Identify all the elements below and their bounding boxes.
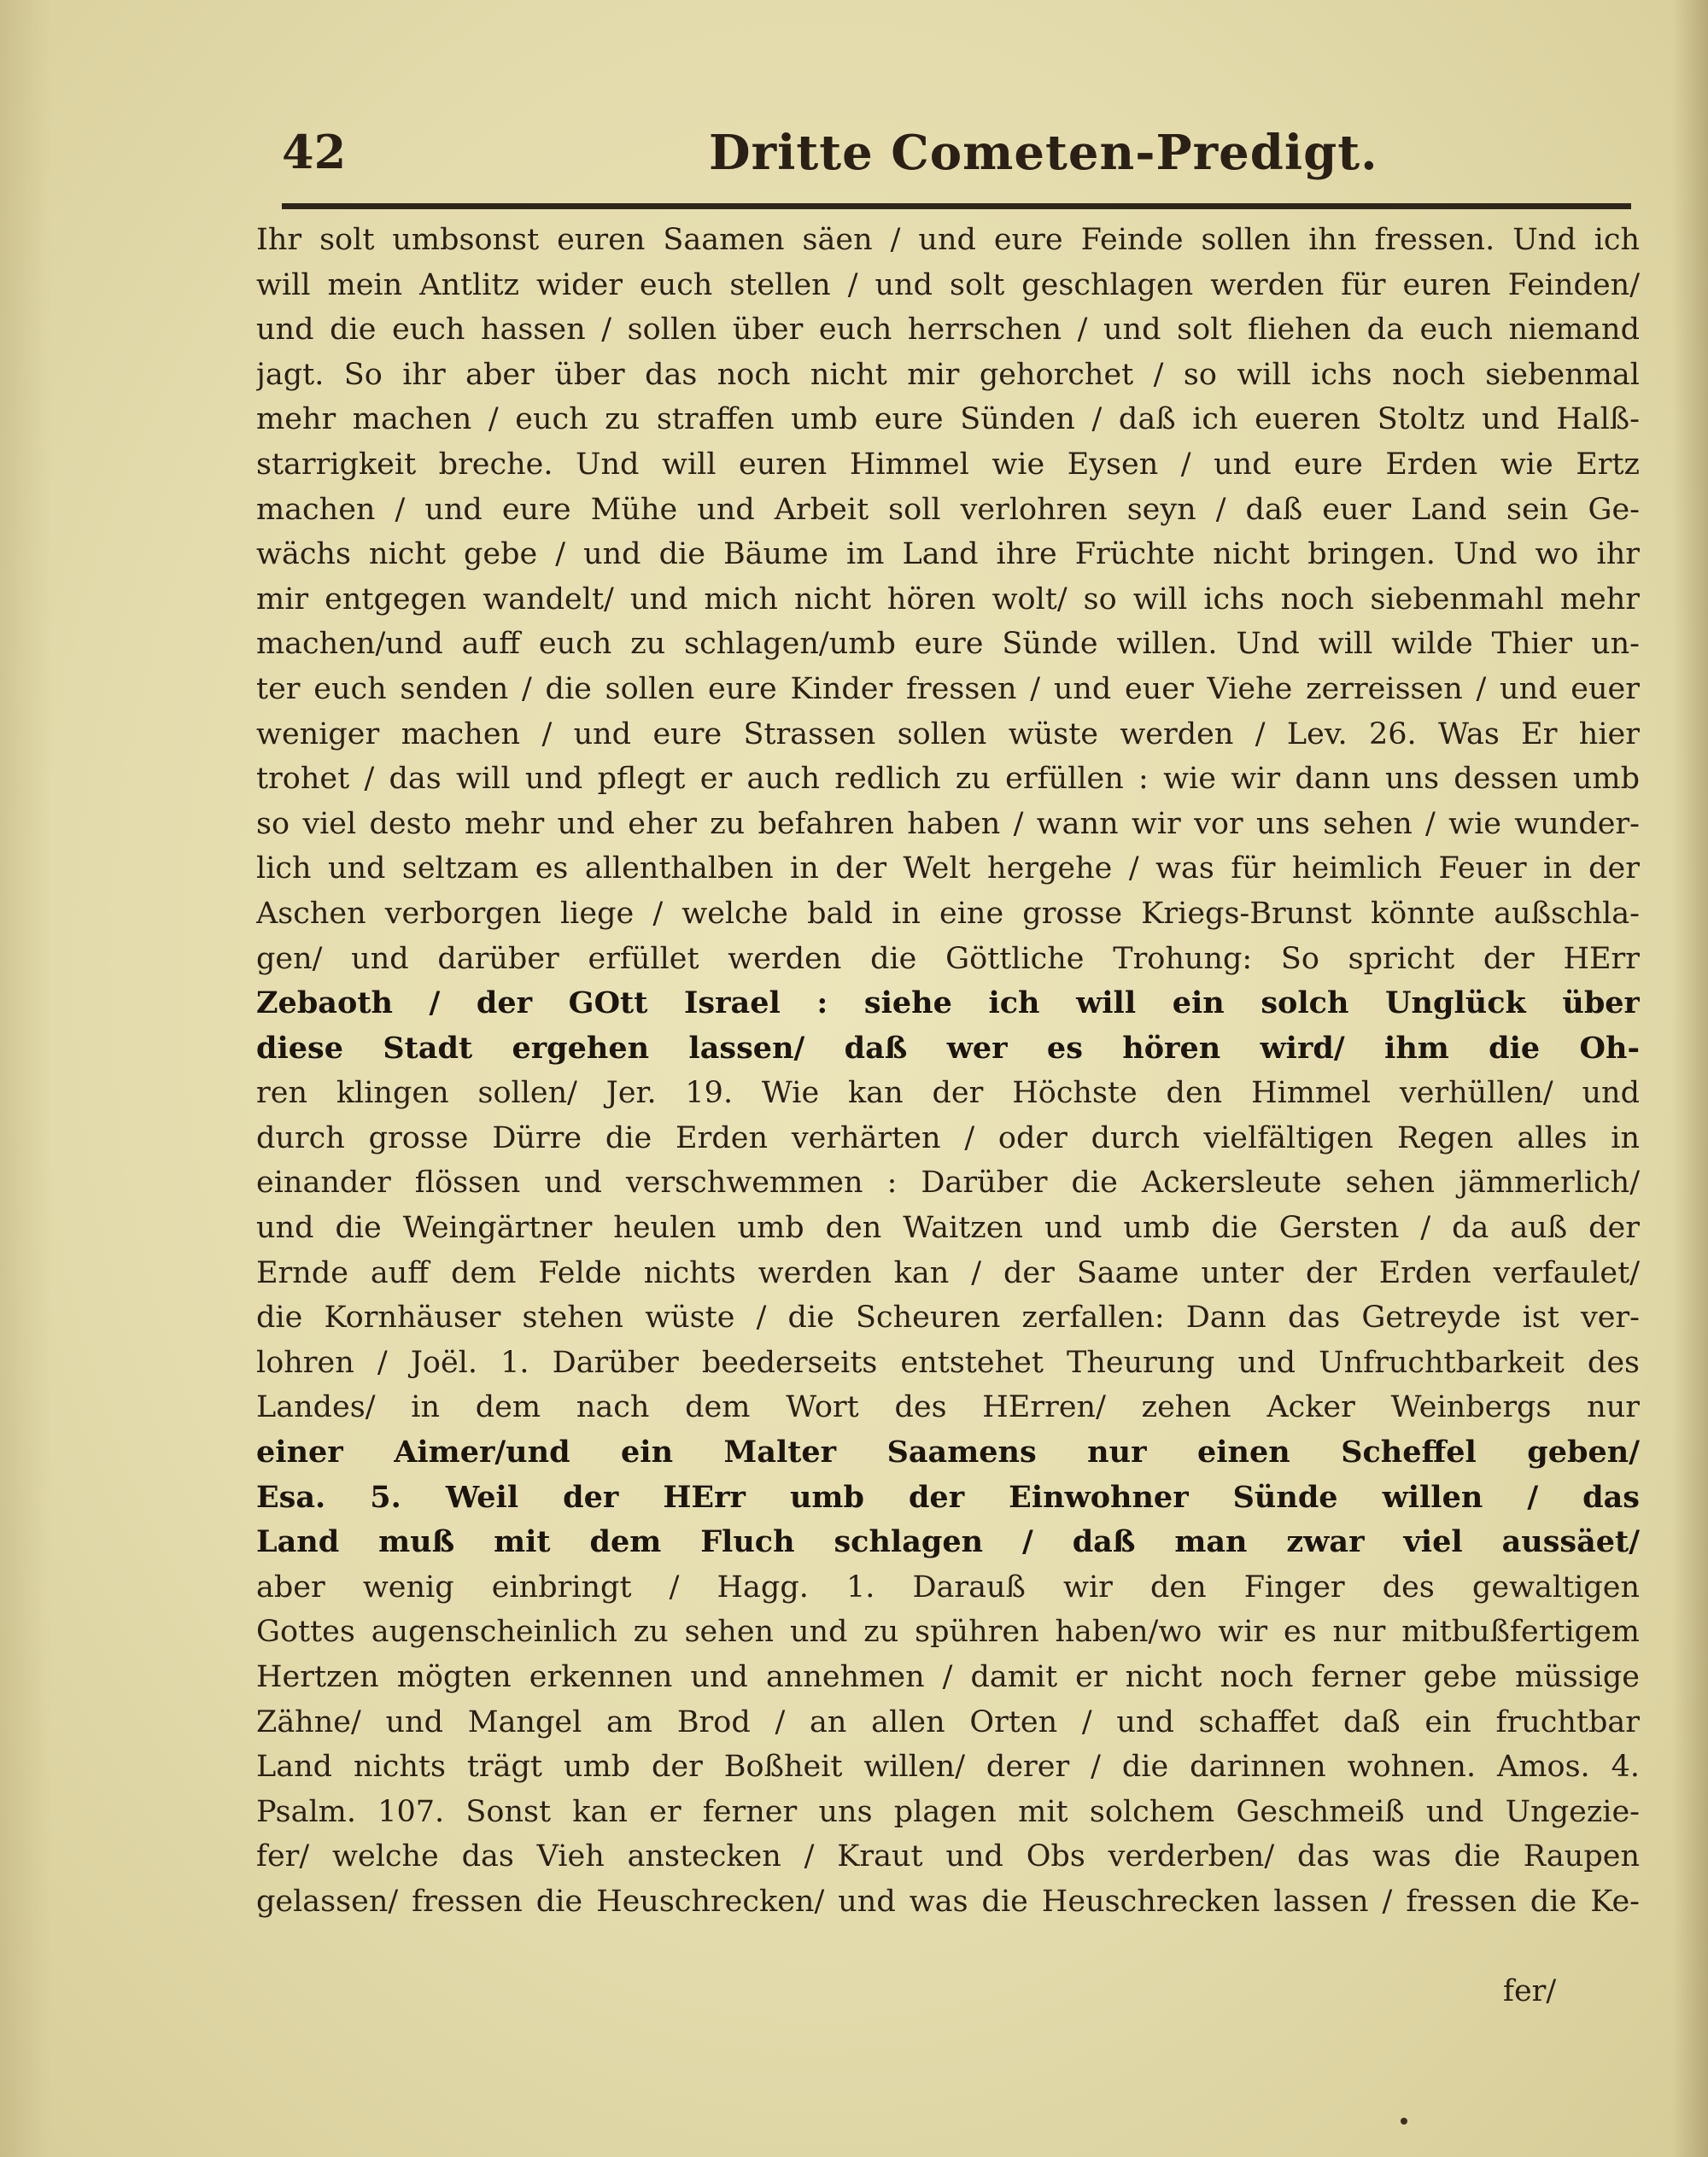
page-edge-shadow bbox=[1672, 0, 1708, 2157]
text-line-bold: Zebaoth / der GOtt Israel : siehe ich will ein solch Unglück über bbox=[256, 985, 1640, 1021]
text-line: und die Weingärtner heulen umb den Waitzen und umb die Gersten / da auß der bbox=[256, 1211, 1640, 1246]
text-line: die Kornhäuser stehen wüste / die Scheuren zerfallen: Dann das Getreyde ist ver- bbox=[256, 1301, 1640, 1336]
page-left-shading bbox=[0, 0, 51, 2157]
text-line: ter euch senden / die sollen eure Kinder fressen / und euer Viehe zerreissen / und euer bbox=[256, 671, 1640, 706]
catchword: fer/ bbox=[1503, 1974, 1557, 2008]
text-line: und die euch hassen / sollen über euch herrschen / und solt fliehen da euch niemand bbox=[256, 313, 1640, 348]
text-line-bold: Esa. 5. Weil der HErr umb der Einwohner Sünde willen / das bbox=[256, 1479, 1640, 1515]
text-line: Gottes augenscheinlich zu sehen und zu spühren haben/wo wir es nur mitbußfertigem bbox=[256, 1615, 1640, 1650]
ink-speck bbox=[1401, 2118, 1407, 2125]
text-line: weniger machen / und eure Strassen sollen wüste werden / Lev. 26. Was Er hier bbox=[256, 716, 1640, 751]
text-line: Zähne/ und Mangel am Brod / an allen Orten / und schaffet daß ein fruchtbar bbox=[256, 1704, 1640, 1739]
text-line: fer/ welche das Vieh anstecken / Kraut und Obs verderben/ das was die Raupen bbox=[256, 1839, 1640, 1874]
text-line: durch grosse Dürre die Erden verhärten / oder durch vielfältigen Regen alles in bbox=[256, 1120, 1640, 1155]
text-line: lich und seltzam es allenthalben in der Welt hergehe / was für heimlich Feuer in der bbox=[256, 851, 1640, 886]
page-header bbox=[282, 120, 1631, 188]
text-line: Hertzen mögten erkennen und annehmen / damit er nicht noch ferner gebe müssige bbox=[256, 1660, 1640, 1694]
body-text bbox=[256, 218, 1640, 1925]
text-line: trohet / das will und pflegt er auch redlich zu erfüllen : wie wir dann uns dessen umb bbox=[256, 762, 1640, 797]
text-line: wächs nicht gebe / und die Bäume im Land ihre Früchte nicht bringen. Und wo ihr bbox=[256, 537, 1640, 572]
text-line: gelassen/ fressen die Heuschrecken/ und was die Heuschrecken lassen / fressen die Ke- bbox=[256, 1884, 1640, 1919]
text-line: mir entgegen wandelt/ und mich nicht hören wolt/ so will ichs noch siebenmahl mehr bbox=[256, 582, 1640, 617]
text-line-bold: diese Stadt ergehen lassen/ daß wer es hören wird/ ihm die Oh- bbox=[256, 1030, 1640, 1066]
text-line: Ihr solt umbsonst euren Saamen säen / und eure Feinde sollen ihn fressen. Und ich bbox=[256, 223, 1640, 257]
text-line-bold: Land muß mit dem Fluch schlagen / daß man zwar viel aussäet/ bbox=[256, 1524, 1640, 1560]
running-title: Dritte Cometen-Predigt. bbox=[709, 125, 1378, 181]
page-number: 42 bbox=[282, 125, 347, 179]
text-line: machen / und eure Mühe und Arbeit soll verlohren seyn / daß euer Land sein Ge- bbox=[256, 492, 1640, 527]
text-line-bold: einer Aimer/und ein Malter Saamens nur einen Scheffel geben/ bbox=[256, 1435, 1640, 1470]
text-line: jagt. So ihr aber über das noch nicht mir gehorchet / so will ichs noch siebenmal bbox=[256, 357, 1640, 392]
text-line: machen/und auff euch zu schlagen/umb eure Sünde willen. Und will wilde Thier un- bbox=[256, 627, 1640, 662]
text-line: Land nichts trägt umb der Boßheit willen/ derer / die darinnen wohnen. Amos. 4. bbox=[256, 1750, 1640, 1785]
text-line: Aschen verborgen liege / welche bald in eine grosse Kriegs-Brunst könnte außschla- bbox=[256, 896, 1640, 931]
text-line: gen/ und darüber erfüllet werden die Göttliche Trohung: So spricht der HErr bbox=[256, 941, 1640, 976]
text-line: Landes/ in dem nach dem Wort des HErren/ zehen Acker Weinbergs nur bbox=[256, 1390, 1640, 1425]
text-line: starrigkeit breche. Und will euren Himmel wie Eysen / und eure Erden wie Ertz bbox=[256, 447, 1640, 482]
text-line: ren klingen sollen/ Jer. 19. Wie kan der Höchste den Himmel verhüllen/ und bbox=[256, 1076, 1640, 1111]
text-line: einander flössen und verschwemmen : Darüber die Ackersleute sehen jämmerlich/ bbox=[256, 1166, 1640, 1201]
text-line: aber wenig einbringt / Hagg. 1. Darauß wir den Finger des gewaltigen bbox=[256, 1570, 1640, 1605]
text-line: lohren / Joël. 1. Darüber beederseits entstehet Theurung und Unfruchtbarkeit des bbox=[256, 1345, 1640, 1380]
text-line: Psalm. 107. Sonst kan er ferner uns plagen mit solchem Geschmeiß und Ungezie- bbox=[256, 1794, 1640, 1829]
text-line: Ernde auff dem Felde nichts werden kan / der Saame unter der Erden verfaulet/ bbox=[256, 1255, 1640, 1290]
text-line: mehr machen / euch zu straffen umb eure Sünden / daß ich eueren Stoltz und Halß- bbox=[256, 402, 1640, 437]
header-rule bbox=[282, 203, 1631, 209]
text-line: will mein Antlitz wider euch stellen / und solt geschlagen werden für euren Feinden/ bbox=[256, 267, 1640, 302]
text-line: so viel desto mehr und eher zu befahren haben / wann wir vor uns sehen / wie wunder- bbox=[256, 806, 1640, 841]
